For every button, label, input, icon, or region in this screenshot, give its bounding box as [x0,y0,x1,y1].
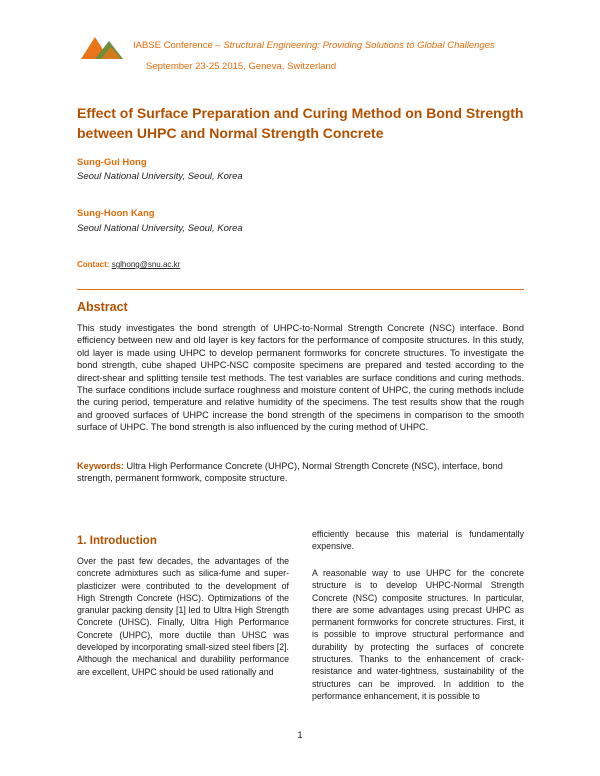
author-affiliation: Seoul National University, Seoul, Korea [77,223,243,234]
conference-header [133,40,495,51]
paper-title: Effect of Surface Preparation and Curing Method on Bond Strength between UHPC and Normal Strength Concrete [77,105,524,141]
keywords-text: Ultra High Performance Concrete (UHPC), Normal Strength Concrete (NSC), interface, bond strength, permanent formwork, composite structure. [77,461,503,484]
abstract-heading: Abstract [77,300,128,314]
contact-email-link[interactable]: sglhong@snu.ac.kr [111,260,181,269]
intro-left-column: Over the past few decades, the advantages of the concrete admixtures such as silica-fume and super-plasticizer were contributed to the development of High Strength Concrete (HSC). Optimizations of the granular packing density [1] led to Ultra High Strength Concrete (UHSC). Finally, Ultra High Performance Concrete (UHPC), more ductile than UHSC was developed by incorporating small-sized steel fibers [2]. Although the mechanical and durability performance are excellent, UHPC should be used rationally and [77,556,289,677]
section-divider [77,289,524,290]
keywords [77,460,524,485]
abstract-text: This study investigates the bond strength of UHPC-to-Normal Strength Concrete (NSC) interface. Bond efficiency between new and old layer is key factors for the performance of composite structures. In this study, old layer is made using UHPC to develop permanent formworks for concrete structures. To investigate the bond strength, cube shaped UHPC-NSC composite specimens are prepared and tested according to the direct-shear and splitting tensile test methods. The test variables are surface conditions and curing methods. The surface conditions include surface roughness and moisture content of UHPC, the curing methods include the curing period, temperature and relative humidity of the specimens. The test results show that the rough and grooved surfaces of UHPC increase the bond strength of the specimens in comparison to the smooth surface of UHPC. The bond strength is also influenced by the curing method of UHPC. [77,323,524,433]
intro-right-column-paragraph: A reasonable way to use UHPC for the concrete structure is to develop UHPC-Normal Strength Concrete (NSC) composite structures. In particular, there are some advantages using precast UHPC as permanent formworks for concrete structures. First, it is possible to improve structural performance and durability by protecting the surfaces of concrete structures. Thanks to the enhancement of crack-resistance and water-tightness, sustainability of the structures can be improved. In addition to the performance enhancement, it is possible to [312,568,524,701]
introduction-heading: 1. Introduction [77,535,157,547]
author-affiliation: Seoul National University, Seoul, Korea [77,171,243,182]
author-name: Sung-Gul Hong [77,157,147,168]
conference-name: IABSE Conference [133,40,213,51]
conference-tagline: Structural Engineering: Providing Solutions to Global Challenges [223,40,495,51]
page-number: 1 [297,730,303,740]
contact-label: Contact: [77,260,110,269]
contact-line [77,260,180,269]
header-separator: – [212,40,224,51]
keywords-label: Keywords: [77,461,124,471]
conference-dates: September 23-25 2015, Geneva, Switzerland [146,61,337,72]
author-name: Sung-Hoon Kang [77,208,155,219]
iabse-logo-icon [81,37,129,59]
intro-right-column-paragraph: efficiently because this material is fundamentally expensive. [312,529,524,552]
